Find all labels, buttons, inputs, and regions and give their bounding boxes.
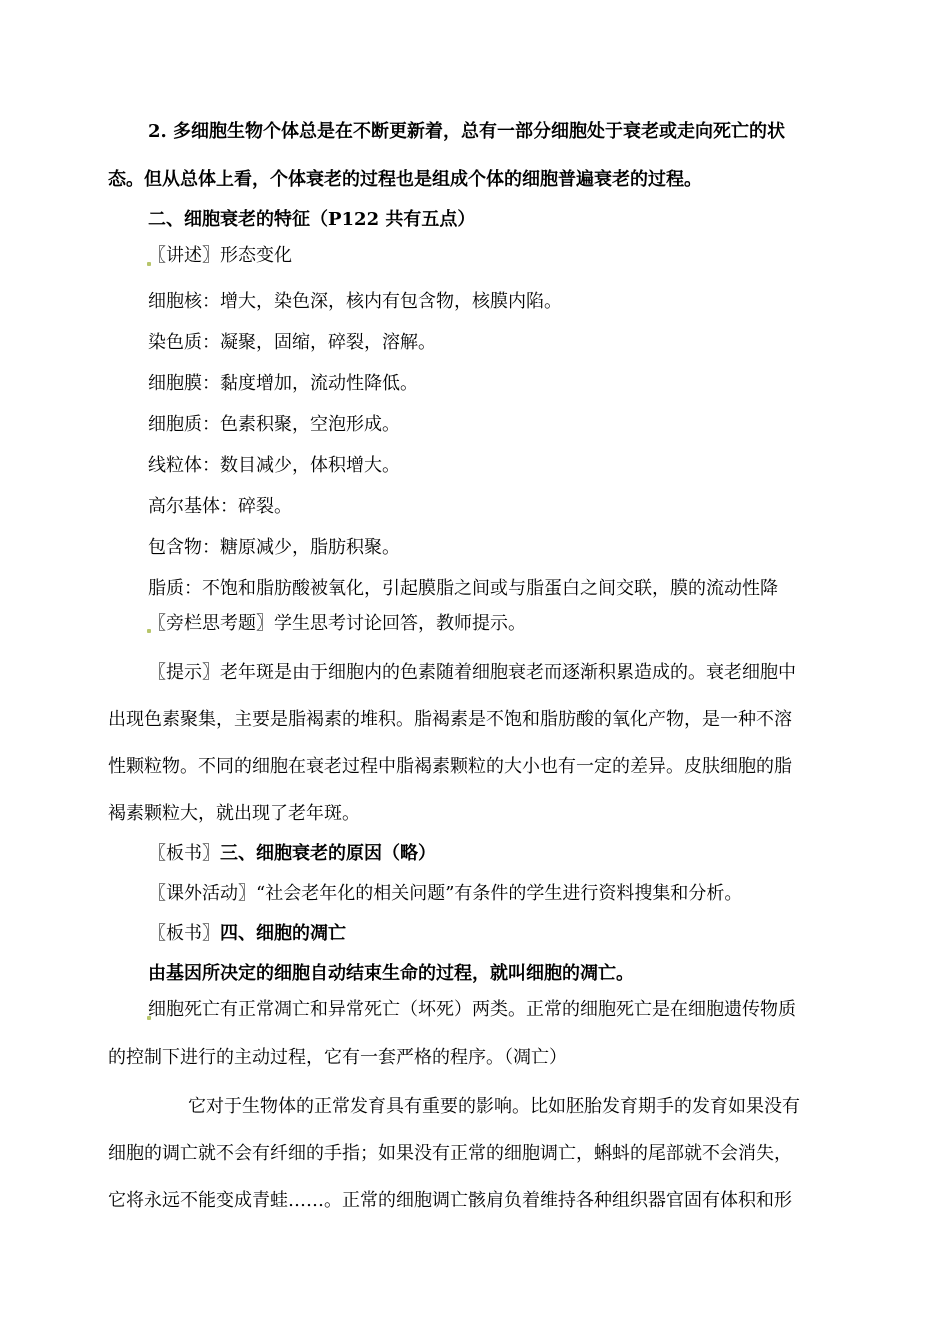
hint-line: 〖提示〗老年斑是由于细胞内的色素随着细胞衰老而逐渐积累造成的。衰老细胞中 <box>148 662 796 683</box>
paragraph-line: 的控制下进行的主动过程，它有一套严格的程序。（凋亡） <box>108 1047 567 1068</box>
feature-line: 高尔基体：碎裂。 <box>148 496 292 517</box>
paragraph-line: 它将永远不能变成青蛙……。正常的细胞调亡骸肩负着维持各种组织器官固有体积和形 <box>108 1190 792 1211</box>
extracurricular-activity: 〖课外活动〗“社会老年化的相关问题”有条件的学生进行资料搜集和分析。 <box>148 883 743 904</box>
paragraph-line: 它对于生物体的正常发育具有重要的影响。比如胚胎发育期手的发育如果没有 <box>188 1096 800 1117</box>
feature-line: 细胞核：增大，染色深，核内有包含物，核膜内陷。 <box>148 291 562 312</box>
board-heading-causes <box>148 842 436 866</box>
hint-line: 出现色素聚集，主要是脂褐素的堆积。脂褐素是不饱和脂肪酸的氧化产物，是一种不溶 <box>108 709 792 730</box>
board-tag: 〖板书〗 <box>148 843 220 864</box>
feature-line: 细胞膜：黏度增加，流动性降低。 <box>148 373 418 394</box>
apoptosis-definition: 由基因所决定的细胞自动结束生命的过程，就叫细胞的凋亡。 <box>148 963 634 984</box>
feature-line: 线粒体：数目减少，体积增大。 <box>148 455 400 476</box>
hint-line: 褐素颗粒大，就出现了老年斑。 <box>108 803 360 824</box>
feature-line: 脂质：不饱和脂肪酸被氧化，引起膜脂之间或与脂蛋白之间交联，膜的流动性降 <box>148 578 778 599</box>
paragraph-line: 态。但从总体上看，个体衰老的过程也是组成个体的细胞普遍衰老的过程。 <box>108 169 702 190</box>
narration-label: 〖讲述〗形态变化 <box>148 245 292 266</box>
board-text: 四、细胞的凋亡 <box>220 923 346 944</box>
feature-line: 细胞质：色素积聚，空泡形成。 <box>148 414 400 435</box>
paragraph-line: 细胞的调亡就不会有纤细的手指；如果没有正常的细胞调亡，蝌蚪的尾部就不会消失， <box>108 1143 792 1164</box>
board-tag: 〖板书〗 <box>148 923 220 944</box>
board-text: 三、细胞衰老的原因（略） <box>220 843 436 864</box>
feature-line: 包含物：糖原减少，脂肪积聚。 <box>148 537 400 558</box>
hint-line: 性颗粒物。不同的细胞在衰老过程中脂褐素颗粒的大小也有一定的差异。皮肤细胞的脂 <box>108 756 792 777</box>
sidebar-question: 〖旁栏思考题〗学生思考讨论回答，教师提示。 <box>148 613 526 634</box>
board-heading-apoptosis <box>148 922 346 946</box>
paragraph-line: 细胞死亡有正常凋亡和异常死亡（坏死）两类。正常的细胞死亡是在细胞遗传物质 <box>148 999 796 1020</box>
section-heading: 二、细胞衰老的特征（P122 共有五点） <box>148 209 476 230</box>
feature-line: 染色质：凝聚，固缩，碎裂，溶解。 <box>148 332 436 353</box>
paragraph-line: 2. 多细胞生物个体总是在不断更新着，总有一部分细胞处于衰老或走向死亡的状 <box>148 121 786 142</box>
